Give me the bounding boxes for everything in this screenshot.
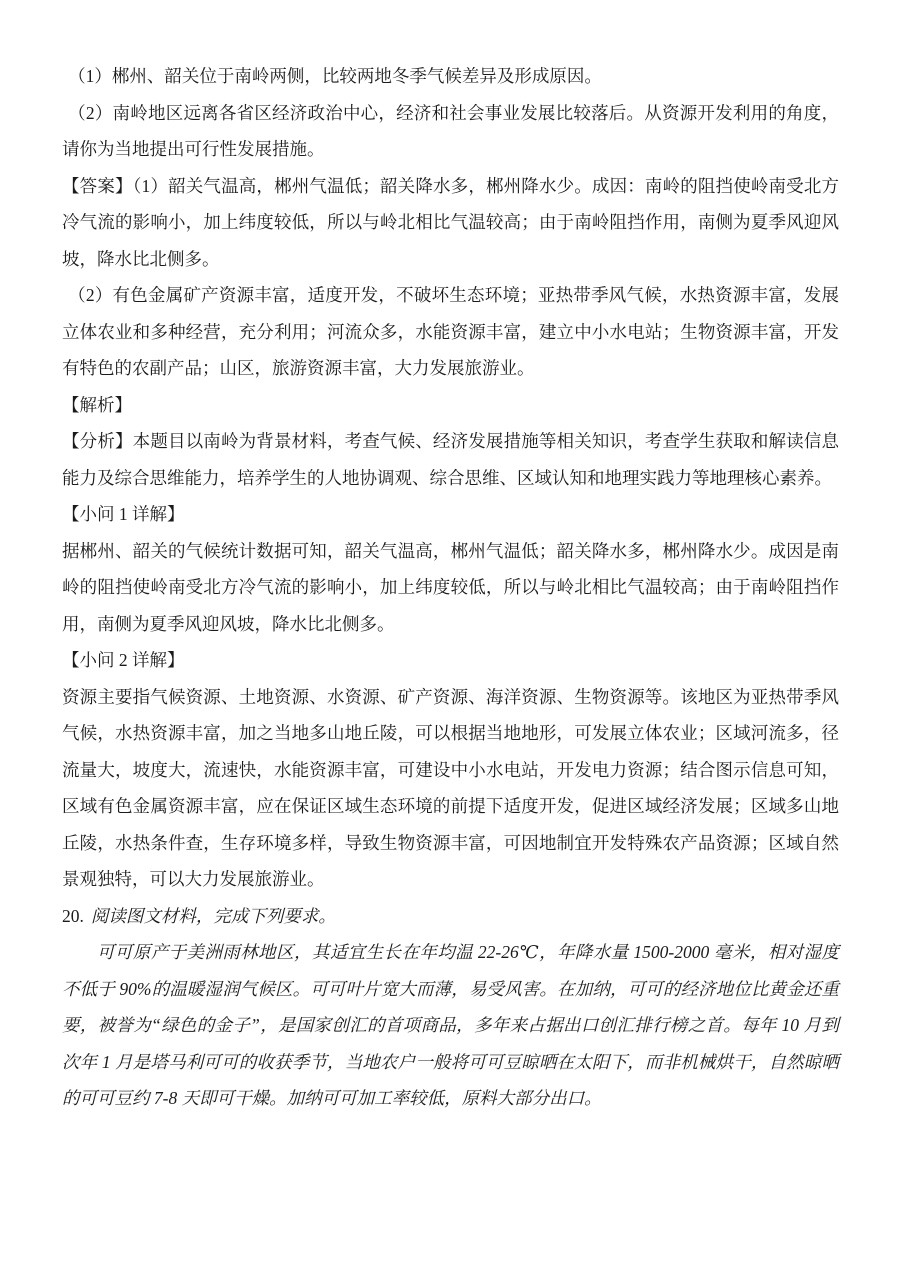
document-content	[62, 58, 839, 1117]
detail1-header: 【小问 1 详解】	[62, 504, 185, 524]
answer-part1: 【答案】（1）韶关气温高，郴州气温低；韶关降水多，郴州降水少。成因：南岭的阻挡使岭南受北方冷气流的影响小，加上纬度较低，所以与岭北相比气温较高；由于南岭阻挡作用，南侧为夏季风迎风坡，降水比北侧多。	[62, 175, 839, 269]
analysis-header: 【解析】	[62, 394, 132, 415]
question-20-material: 可可原产于美洲雨林地区，其适宜生长在年均温 22-26℃，年降水量 1500-2000 毫米，相对湿度不低于 90%的温暖湿润气候区。可可叶片宽大而薄，易受风害。在加纳，可可的经济地位比黄金还重要，被誉为“绿色的金子”，是国家创汇的首项商品，多年来占据出口创汇排行榜之首。每年 10 月到次年 1 月是塔马利可可的收获季节，当地农户一般将可可豆晾晒在太阳下，而非机械烘干，自然晾晒的可可豆约 7-8 天即可干燥。加纳可可加工率较低，原料大部分出口。	[62, 942, 839, 1108]
answer-part2: （2）有色金属矿产资源丰富，适度开发，不破坏生态环境；亚热带季风气候，水热资源丰富，发展立体农业和多种经营，充分利用；河流众多，水能资源丰富，建立中小水电站；生物资源丰富，开发有特色的农副产品；山区，旅游资源丰富，大力发展旅游业。	[62, 285, 839, 378]
question-19-sub1: （1）郴州、韶关位于南岭两侧，比较两地冬季气候差异及形成原因。	[68, 66, 602, 86]
detail2-body: 资源主要指气候资源、土地资源、水资源、矿产资源、海洋资源、生物资源等。该地区为亚热带季风气候，水热资源丰富，加之当地多山地丘陵，可以根据当地地形，可发展立体农业；区域河流多，径流量大，坡度大，流速快，水能资源丰富，可建设中小水电站，开发电力资源；结合图示信息可知，区域有色金属资源丰富，应在保证区域生态环境的前提下适度开发，促进区域经济发展；区域多山地丘陵，水热条件查，生存环境多样，导致生物资源丰富，可因地制宜开发特殊农产品资源；区域自然景观独特，可以大力发展旅游业。	[62, 686, 839, 889]
detail2-header: 【小问 2 详解】	[62, 650, 185, 670]
question-19-sub2: （2）南岭地区远离各省区经济政治中心，经济和社会事业发展比较落后。从资源开发利用的角度，请你为当地提出可行性发展措施。	[62, 102, 839, 159]
question-20-heading	[62, 898, 839, 935]
analysis-body: 【分析】本题目以南岭为背景材料，考查气候、经济发展措施等相关知识，考查学生获取和解读信息能力及综合思维能力，培养学生的人地协调观、综合思维、区域认知和地理实践力等地理核心素养。	[62, 431, 839, 488]
question-20-number: 20.	[62, 905, 84, 926]
detail1-body: 据郴州、韶关的气候统计数据可知，韶关气温高，郴州气温低；韶关降水多，郴州降水少。成因是南岭的阻挡使岭南受北方冷气流的影响小，加上纬度较低，所以与岭北相比气温较高；由于南岭阻挡作用，南侧为夏季风迎风坡，降水比北侧多。	[62, 540, 839, 634]
question-20-title: 阅读图文材料，完成下列要求。	[90, 905, 336, 926]
